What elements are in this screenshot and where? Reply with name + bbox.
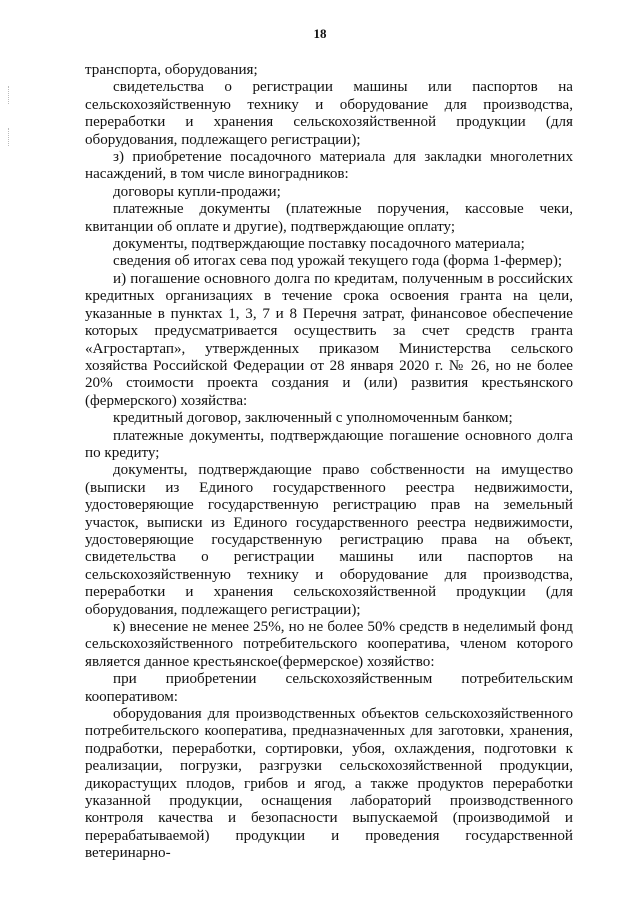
paragraph: при приобретении сельскохозяйственным потребительским кооперативом: [85, 671, 573, 705]
paragraph: з) приобретение посадочного материала для закладки многолетних насаждений, в том числе виноградников: [85, 149, 573, 183]
paragraph: договоры купли-продажи; [113, 183, 281, 200]
paragraph: кредитный договор, заключенный с уполномоченным банком; [113, 410, 513, 427]
paragraph: свидетельства о регистрации машины или паспортов на сельскохозяйственную технику и оборудование для производства, переработки и хранения сельскохозяйственной продукции (для оборудования, подлежащего регистрации); [85, 79, 573, 148]
margin-mark [8, 86, 10, 104]
paragraph: сведения об итогах сева под урожай текущего года (форма 1-фермер); [113, 253, 563, 270]
paragraph: к) внесение не менее 25%, но не более 50% средств в неделимый фонд сельскохозяйственного потребительского кооператива, членом которого является данное крестьянское(фермерское) хозяйство: [85, 619, 573, 670]
paragraph: документы, подтверждающие право собственности на имущество (выписки из Единого государственного реестра недвижимости, удостоверяющие государственную регистрацию прав на земельный участок, выписки из Единого государственного реестра недвижимости, удостоверяющие государственную регистрацию права на объект, свидетельства о регистрации машины или паспортов на сельскохозяйственную технику и оборудование для производства, переработки и хранения сельскохозяйственной продукции (для оборудования, подлежащего регистрации); [85, 462, 573, 618]
paragraph: и) погашение основного долга по кредитам, полученным в российских кредитных организациях в течение срока освоения гранта на цели, указанные в пунктах 1, 3, 7 и 8 Перечня затрат, финансовое обеспечение которых предусматривается осуществить за счет средств гранта «Агростартап», утвержденных приказом Министерства сельского хозяйства Российской Федерации от 28 января 2020 г. № 26, но не более 20% стоимости проекта создания и (или) развития крестьянского (фермерского) хозяйства: [85, 270, 573, 409]
paragraph: документы, подтверждающие поставку посадочного материала; [113, 236, 525, 253]
page-number: 18 [313, 26, 327, 41]
margin-mark [8, 128, 10, 146]
paragraph: платежные документы, подтверждающие погашение основного долга по кредиту; [85, 427, 573, 461]
paragraph: оборудования для производственных объектов сельскохозяйственного потребительского кооператива, предназначенных для заготовки, хранения, подработки, переработки, сортировки, убоя, охлаждения, подготовки к реализации, погрузки, разгрузки сельскохозяйственной продукции, дикорастущих плодов, грибов и ягод, а также продуктов переработки указанной продукции, оснащения лабораторий производственного контроля качества и безопасности выпускаемой (производимой и перерабатываемой) продукции и проведения государственной ветеринарно- [85, 706, 573, 862]
document-body [85, 62, 573, 863]
paragraph: платежные документы (платежные поручения, кассовые чеки, квитанции об оплате и другие), подтверждающие оплату; [85, 201, 573, 235]
paragraph: транспорта, оборудования; [85, 62, 258, 78]
